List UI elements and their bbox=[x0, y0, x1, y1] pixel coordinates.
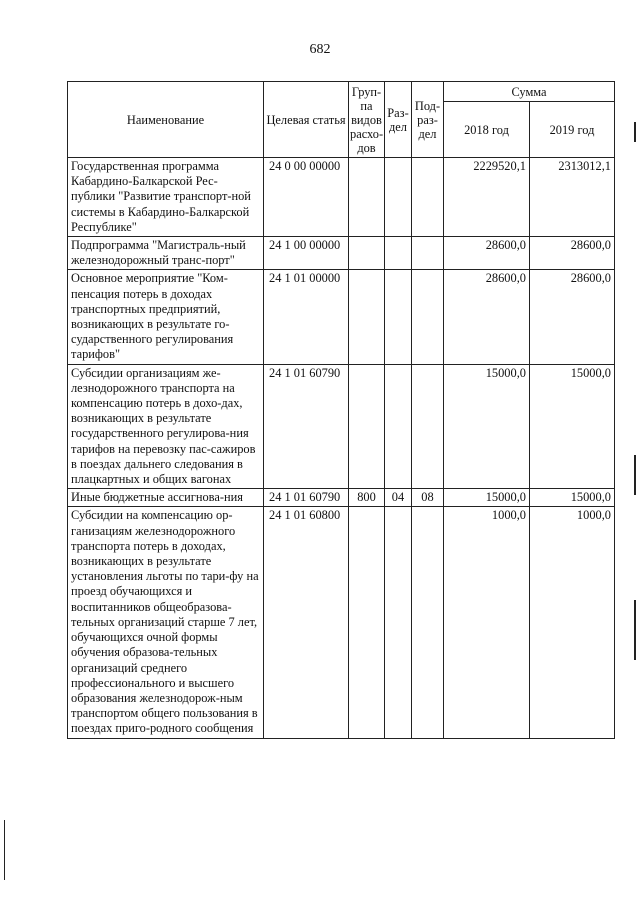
row-name: Субсидии на компенсацию ор-ганизациям железнодорожного транспорта потерь в доходах, возникающих в результате установления льготы по тари-фу на проезд обучающихся и воспитанников общеобразова-тельных организаций старше 7 лет, обучающихся очной формы обучения образова-тельных организаций среднего профессионального и высшего образования железнодорож-ным транспортом общего пользования в поездах приго-родного сообщения bbox=[68, 507, 264, 738]
row-sum-2018: 28600,0 bbox=[444, 237, 530, 270]
header-expense-group: Груп-па видов расхо-дов bbox=[349, 82, 385, 158]
row-subsection: 08 bbox=[412, 489, 444, 507]
row-sum-2019: 15000,0 bbox=[530, 364, 615, 489]
scan-edge-mark bbox=[634, 455, 636, 495]
row-sum-2019: 1000,0 bbox=[530, 507, 615, 738]
row-target-code: 24 0 00 00000 bbox=[264, 158, 349, 237]
budget-table bbox=[67, 81, 615, 739]
table-row bbox=[68, 364, 615, 489]
row-sum-2019: 2313012,1 bbox=[530, 158, 615, 237]
row-name: Подпрограмма "Магистраль-ный железнодорожный транс-порт" bbox=[68, 237, 264, 270]
row-name: Государственная программа Кабардино-Балкарской Рес-публики "Развитие транспорт-ной системы в Кабардино-Балкарской Республике" bbox=[68, 158, 264, 237]
row-sum-2018: 1000,0 bbox=[444, 507, 530, 738]
row-sum-2019: 15000,0 bbox=[530, 489, 615, 507]
row-subsection bbox=[412, 270, 444, 364]
row-section bbox=[385, 507, 412, 738]
row-sum-2019: 28600,0 bbox=[530, 237, 615, 270]
row-name: Иные бюджетные ассигнова-ния bbox=[68, 489, 264, 507]
row-section bbox=[385, 364, 412, 489]
row-expense-group: 800 bbox=[349, 489, 385, 507]
row-expense-group bbox=[349, 364, 385, 489]
header-year-2019: 2019 год bbox=[530, 102, 615, 158]
row-subsection bbox=[412, 364, 444, 489]
row-target-code: 24 1 01 60790 bbox=[264, 489, 349, 507]
row-expense-group bbox=[349, 507, 385, 738]
header-year-2018: 2018 год bbox=[444, 102, 530, 158]
row-sum-2018: 15000,0 bbox=[444, 489, 530, 507]
row-target-code: 24 1 01 00000 bbox=[264, 270, 349, 364]
row-sum-2018: 28600,0 bbox=[444, 270, 530, 364]
header-subsection: Под-раз-дел bbox=[412, 82, 444, 158]
row-subsection bbox=[412, 158, 444, 237]
scan-edge-mark bbox=[634, 600, 636, 660]
row-subsection bbox=[412, 507, 444, 738]
header-section: Раз-дел bbox=[385, 82, 412, 158]
header-target-article: Целевая статья bbox=[264, 82, 349, 158]
table-row bbox=[68, 158, 615, 237]
header-sum: Сумма bbox=[444, 82, 615, 102]
table-row bbox=[68, 270, 615, 364]
page-number: 682 bbox=[309, 42, 331, 57]
row-sum-2019: 28600,0 bbox=[530, 270, 615, 364]
row-name: Основное мероприятие "Ком-пенсация потерь в доходах транспортных предприятий, возникающих в результате го-сударственного регулирования тарифов" bbox=[68, 270, 264, 364]
row-sum-2018: 15000,0 bbox=[444, 364, 530, 489]
table-row bbox=[68, 237, 615, 270]
header-name: Наименование bbox=[68, 82, 264, 158]
row-target-code: 24 1 00 00000 bbox=[264, 237, 349, 270]
row-section bbox=[385, 158, 412, 237]
row-subsection bbox=[412, 237, 444, 270]
row-expense-group bbox=[349, 237, 385, 270]
row-section bbox=[385, 270, 412, 364]
row-sum-2018: 2229520,1 bbox=[444, 158, 530, 237]
row-name: Субсидии организациям же-лезнодорожного транспорта на компенсацию потерь в дохо-дах, возникающих в результате государственного регулирова-ния тарифов на перевозку пас-сажиров в поездах дальнего следования в плацкартных и общих вагонах bbox=[68, 364, 264, 489]
table-row bbox=[68, 489, 615, 507]
scan-edge-mark bbox=[4, 820, 5, 880]
row-target-code: 24 1 01 60790 bbox=[264, 364, 349, 489]
row-section: 04 bbox=[385, 489, 412, 507]
row-section bbox=[385, 237, 412, 270]
row-expense-group bbox=[349, 158, 385, 237]
row-expense-group bbox=[349, 270, 385, 364]
table-row bbox=[68, 507, 615, 738]
scan-edge-mark bbox=[634, 122, 636, 142]
row-target-code: 24 1 01 60800 bbox=[264, 507, 349, 738]
